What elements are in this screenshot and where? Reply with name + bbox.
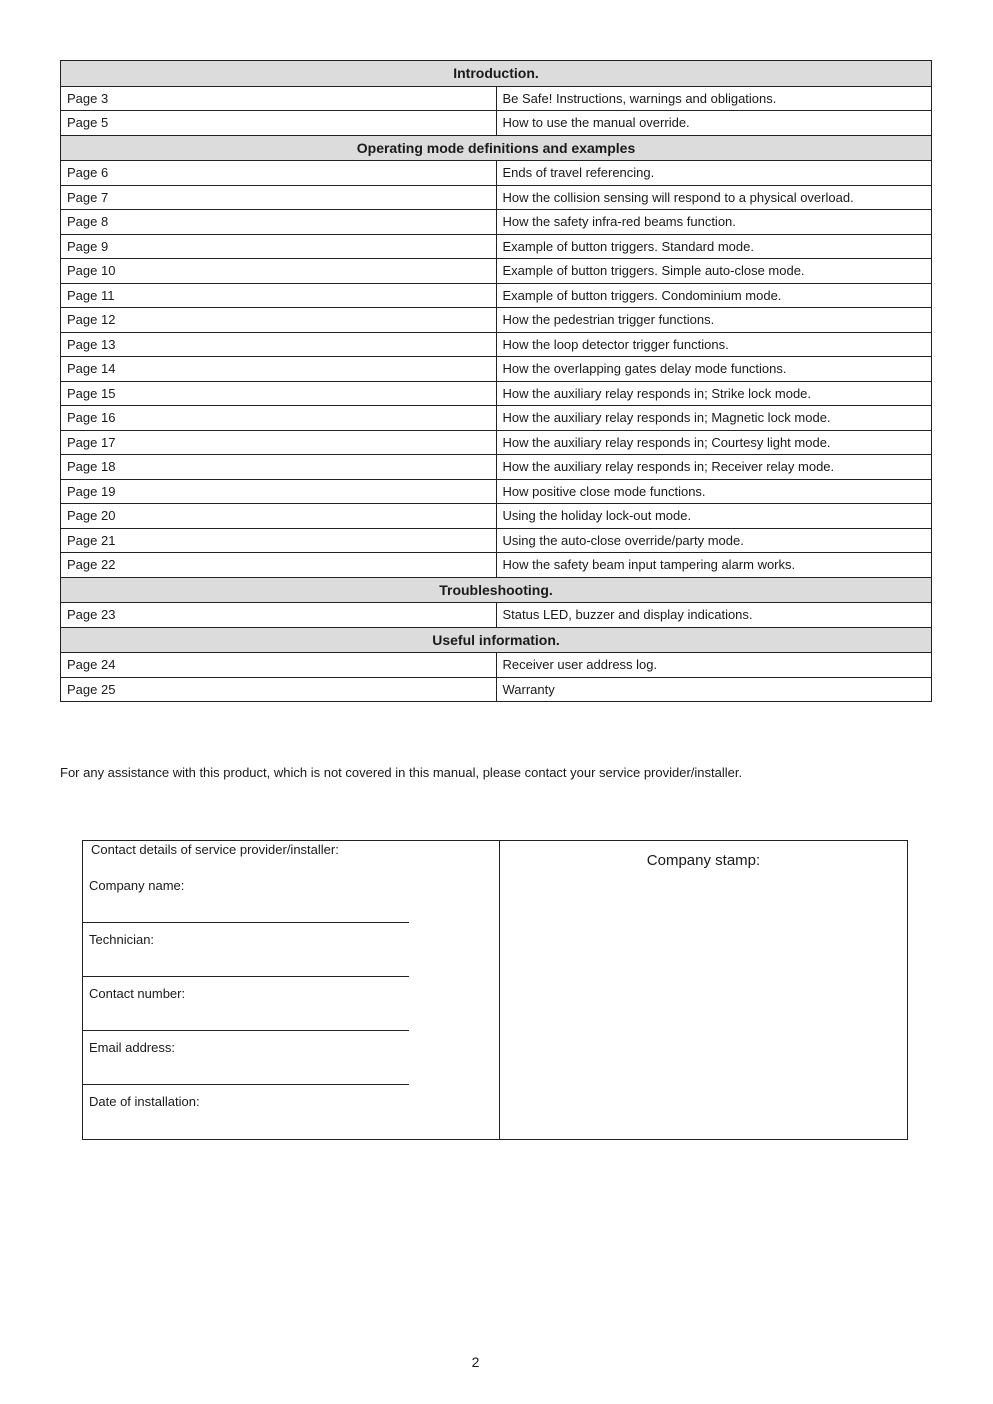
toc-section-header bbox=[61, 61, 932, 87]
company-name-line bbox=[83, 922, 409, 923]
toc-row bbox=[61, 111, 932, 136]
toc-page-ref: Page 22 bbox=[61, 553, 497, 578]
toc-page-ref: Page 24 bbox=[61, 653, 497, 678]
company-name-label: Company name: bbox=[89, 878, 185, 893]
toc-page-ref: Page 16 bbox=[61, 406, 497, 431]
toc-row bbox=[61, 332, 932, 357]
assistance-note: For any assistance with this product, which is not covered in this manual, please contact your service provider/installer. bbox=[60, 765, 743, 780]
toc-row bbox=[61, 528, 932, 553]
toc-page-ref: Page 8 bbox=[61, 210, 497, 235]
toc-section-title: Operating mode definitions and examples bbox=[61, 135, 932, 161]
toc-entry-text: How the loop detector trigger functions. bbox=[496, 332, 932, 357]
toc-entry-text: Receiver user address log. bbox=[496, 653, 932, 678]
toc-row bbox=[61, 479, 932, 504]
contact-details-title: Contact details of service provider/installer: bbox=[91, 842, 339, 857]
date-of-installation-label: Date of installation: bbox=[89, 1094, 200, 1109]
page-number: 2 bbox=[471, 1354, 480, 1370]
toc-page-ref: Page 18 bbox=[61, 455, 497, 480]
toc-row bbox=[61, 406, 932, 431]
toc-row bbox=[61, 603, 932, 628]
toc-row bbox=[61, 430, 932, 455]
toc-page-ref: Page 11 bbox=[61, 283, 497, 308]
toc-section-header bbox=[61, 577, 932, 603]
toc-page-ref: Page 13 bbox=[61, 332, 497, 357]
toc-section-title: Introduction. bbox=[61, 61, 932, 87]
toc-page-ref: Page 3 bbox=[61, 86, 497, 111]
toc-entry-text: Warranty bbox=[496, 677, 932, 702]
toc-page-ref: Page 19 bbox=[61, 479, 497, 504]
toc-page-ref: Page 5 bbox=[61, 111, 497, 136]
toc-section-header bbox=[61, 135, 932, 161]
toc-row bbox=[61, 455, 932, 480]
email-address-line bbox=[83, 1084, 409, 1085]
contact-details-box bbox=[82, 840, 908, 1140]
toc-entry-text: Using the holiday lock-out mode. bbox=[496, 504, 932, 529]
toc-row bbox=[61, 553, 932, 578]
toc-entry-text: How the auxiliary relay responds in; Magnetic lock mode. bbox=[496, 406, 932, 431]
toc-row bbox=[61, 259, 932, 284]
toc-row bbox=[61, 308, 932, 333]
toc-entry-text: How the safety infra-red beams function. bbox=[496, 210, 932, 235]
toc-entry-text: Using the auto-close override/party mode. bbox=[496, 528, 932, 553]
toc-section-title: Troubleshooting. bbox=[61, 577, 932, 603]
toc-entry-text: How the pedestrian trigger functions. bbox=[496, 308, 932, 333]
toc-entry-text: Ends of travel referencing. bbox=[496, 161, 932, 186]
technician-line bbox=[83, 976, 409, 977]
email-address-label: Email address: bbox=[89, 1040, 175, 1055]
toc-entry-text: How the auxiliary relay responds in; Receiver relay mode. bbox=[496, 455, 932, 480]
toc-page-ref: Page 7 bbox=[61, 185, 497, 210]
toc-page-ref: Page 25 bbox=[61, 677, 497, 702]
technician-label: Technician: bbox=[89, 932, 155, 947]
toc-page-ref: Page 9 bbox=[61, 234, 497, 259]
toc-row bbox=[61, 210, 932, 235]
company-stamp-label: Company stamp: bbox=[646, 852, 761, 869]
toc-page-ref: Page 23 bbox=[61, 603, 497, 628]
toc-entry-text: Example of button triggers. Standard mode. bbox=[496, 234, 932, 259]
toc-entry-text: How the safety beam input tampering alarm works. bbox=[496, 553, 932, 578]
table-of-contents bbox=[60, 60, 932, 702]
toc-page-ref: Page 20 bbox=[61, 504, 497, 529]
toc-entry-text: Example of button triggers. Simple auto-close mode. bbox=[496, 259, 932, 284]
toc-row bbox=[61, 185, 932, 210]
toc-page-ref: Page 21 bbox=[61, 528, 497, 553]
toc-row bbox=[61, 86, 932, 111]
contact-details-fields bbox=[83, 841, 500, 1139]
toc-page-ref: Page 17 bbox=[61, 430, 497, 455]
toc-row bbox=[61, 677, 932, 702]
toc-section-header bbox=[61, 627, 932, 653]
toc-row bbox=[61, 653, 932, 678]
toc-entry-text: Be Safe! Instructions, warnings and obligations. bbox=[496, 86, 932, 111]
toc-entry-text: How the overlapping gates delay mode functions. bbox=[496, 357, 932, 382]
toc-entry-text: How positive close mode functions. bbox=[496, 479, 932, 504]
toc-row bbox=[61, 381, 932, 406]
toc-page-ref: Page 6 bbox=[61, 161, 497, 186]
toc-page-ref: Page 12 bbox=[61, 308, 497, 333]
toc-entry-text: How the collision sensing will respond to a physical overload. bbox=[496, 185, 932, 210]
contact-number-label: Contact number: bbox=[89, 986, 186, 1001]
toc-entry-text: How to use the manual override. bbox=[496, 111, 932, 136]
toc-entry-text: How the auxiliary relay responds in; Courtesy light mode. bbox=[496, 430, 932, 455]
toc-row bbox=[61, 504, 932, 529]
toc-entry-text: Example of button triggers. Condominium mode. bbox=[496, 283, 932, 308]
toc-row bbox=[61, 357, 932, 382]
toc-page-ref: Page 15 bbox=[61, 381, 497, 406]
toc-row bbox=[61, 161, 932, 186]
toc-entry-text: How the auxiliary relay responds in; Strike lock mode. bbox=[496, 381, 932, 406]
toc-entry-text: Status LED, buzzer and display indications. bbox=[496, 603, 932, 628]
toc-row bbox=[61, 283, 932, 308]
toc-section-title: Useful information. bbox=[61, 627, 932, 653]
toc-page-ref: Page 10 bbox=[61, 259, 497, 284]
contact-number-line bbox=[83, 1030, 409, 1031]
toc-page-ref: Page 14 bbox=[61, 357, 497, 382]
toc-row bbox=[61, 234, 932, 259]
